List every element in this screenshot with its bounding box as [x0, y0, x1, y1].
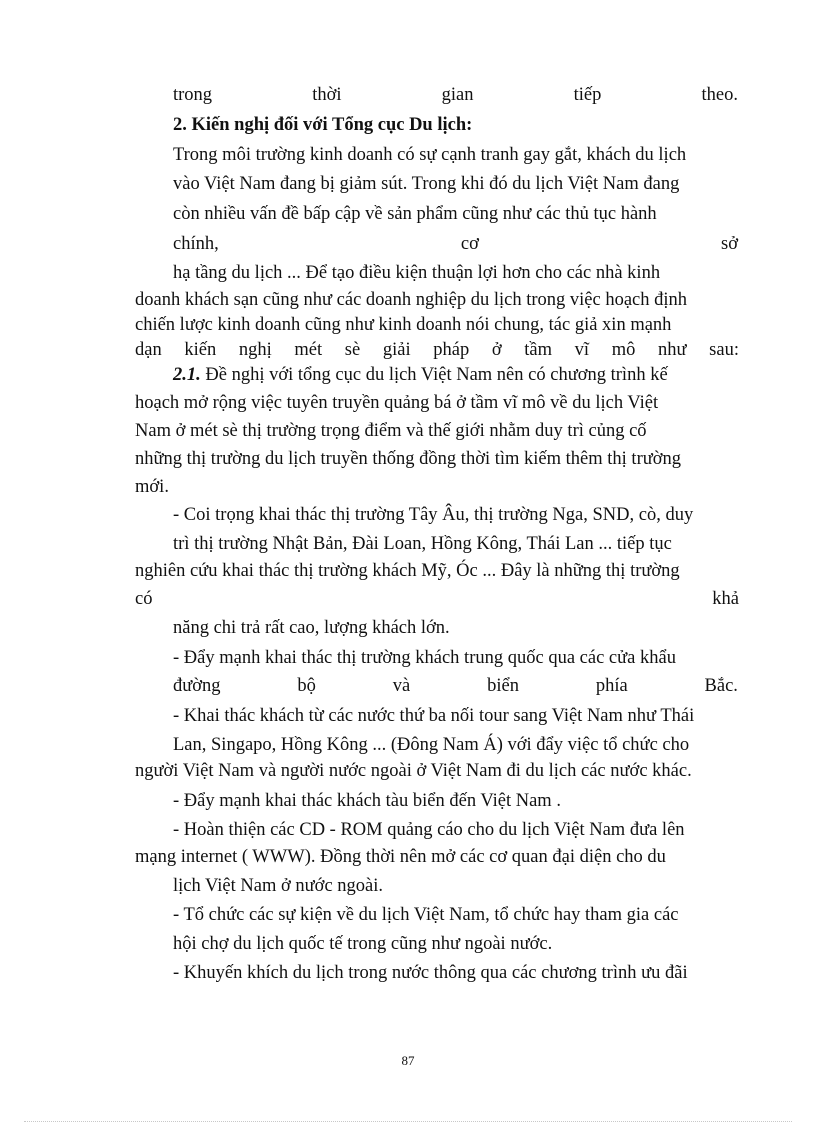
- line-19: [135, 588, 739, 610]
- word: đường: [173, 676, 221, 696]
- paragraph-text: Đề nghị với tổng cục du lịch Việt Nam nên có chương trình kế: [205, 365, 668, 385]
- word: ở: [491, 340, 502, 360]
- bullet-line: - Tổ chức các sự kiện về du lịch Việt Nam, tổ chức hay tham gia các: [173, 905, 679, 925]
- section-heading: 2. Kiến nghị đối với Tổng cục Du lịch:: [173, 115, 473, 135]
- word: có: [135, 589, 153, 609]
- paragraph-line: năng chi trả rất cao, lượng khách lớn.: [173, 618, 450, 638]
- paragraph-line: trì thị trường Nhật Bản, Đài Loan, Hồng Kông, Thái Lan ... tiếp tục: [173, 534, 672, 554]
- paragraph-line: lịch Việt Nam ở nước ngoài.: [173, 876, 384, 896]
- word: sau:: [709, 340, 739, 360]
- word: Bắc.: [704, 676, 738, 696]
- word: gian: [441, 85, 474, 105]
- paragraph-line: Lan, Singapo, Hồng Kông ... (Đông Nam Á) với đẩy việc tổ chức cho: [173, 735, 690, 755]
- paragraph-line: hoạch mở rộng việc tuyên truyền quảng bá ở tầm vĩ mô về du lịch Việt: [135, 393, 659, 413]
- word: chính,: [173, 234, 219, 254]
- word: và: [392, 676, 411, 696]
- word: cơ: [460, 234, 479, 254]
- paragraph-line: mạng internet ( WWW). Đồng thời nên mở các cơ quan đại diện cho du: [135, 847, 666, 867]
- paragraph-line: vào Việt Nam đang bị giảm sút. Trong khi đó du lịch Việt Nam đang: [173, 174, 680, 194]
- bullet-line: - Coi trọng khai thác thị trường Tây Âu, thị trường Nga, SND, cò, duy: [173, 505, 694, 525]
- line-01: [173, 84, 738, 106]
- word: nghị: [238, 340, 272, 360]
- word: sè: [344, 340, 361, 360]
- page-bottom-rule: [24, 1121, 792, 1122]
- line-22: [173, 675, 738, 697]
- bullet-line: - Khai thác khách từ các nước thứ ba nối tour sang Việt Nam như Thái: [173, 706, 695, 726]
- word: trong: [173, 85, 213, 105]
- paragraph-line: Nam ở mét sè thị trường trọng điểm và thế giới nhằm duy trì củng cố: [135, 421, 647, 441]
- paragraph-line: người Việt Nam và người nước ngoài ở Việt Nam đi du lịch các nước khác.: [135, 761, 692, 781]
- paragraph-line: Trong môi trường kinh doanh có sự cạnh tranh gay gắt, khách du lịch: [173, 145, 687, 165]
- word: thời: [312, 85, 342, 105]
- word: giải: [382, 340, 411, 360]
- word: pháp: [433, 340, 470, 360]
- paragraph-line: nghiên cứu khai thác thị trường khách Mỹ, Óc ... Đây là những thị trường: [135, 561, 680, 581]
- page-number: 87: [401, 1053, 415, 1068]
- line-10: [135, 339, 739, 361]
- word: mô: [611, 340, 636, 360]
- word: tầm: [524, 340, 553, 360]
- bullet-line: - Hoàn thiện các CD - ROM quảng cáo cho du lịch Việt Nam đưa lên: [173, 820, 685, 840]
- paragraph-line: doanh khách sạn cũng như các doanh nghiệp du lịch trong việc hoạch định: [135, 290, 688, 310]
- word: vĩ: [574, 340, 590, 360]
- word: theo.: [701, 85, 738, 105]
- paragraph-line: mới.: [135, 477, 169, 497]
- bullet-line: - Khuyến khích du lịch trong nước thông qua các chương trình ưu đãi: [173, 963, 688, 983]
- paragraph-line: còn nhiều vấn đề bấp cập về sản phẩm cũng như các thủ tục hành: [173, 204, 657, 224]
- word: mét: [294, 340, 323, 360]
- paragraph-line: hạ tầng du lịch ... Để tạo điều kiện thuận lợi hơn cho các nhà kinh: [173, 263, 661, 283]
- bullet-line: - Đẩy mạnh khai thác thị trường khách trung quốc qua các cửa khẩu: [173, 648, 676, 668]
- word: sở: [721, 234, 738, 254]
- word: phía: [595, 676, 628, 696]
- line-06: [173, 233, 738, 255]
- word: bộ: [297, 676, 316, 696]
- paragraph-line: những thị trường du lịch truyền thống đồng thời tìm kiếm thêm thị trường: [135, 449, 682, 469]
- subsection-number: 2.1.: [173, 365, 201, 385]
- word: như: [657, 340, 687, 360]
- paragraph-line: chiến lược kinh doanh cũng như kinh doanh nói chung, tác giả xin mạnh: [135, 315, 672, 335]
- paragraph-line: hội chợ du lịch quốc tế trong cũng như ngoài nước.: [173, 934, 553, 954]
- bullet-line: - Đẩy mạnh khai thác khách tàu biển đến Việt Nam .: [173, 791, 561, 811]
- paragraph-line: [173, 364, 738, 386]
- word: biển: [487, 676, 519, 696]
- word: kiến: [184, 340, 217, 360]
- word: khả: [712, 589, 739, 609]
- word: tiếp: [573, 85, 602, 105]
- word: dạn: [135, 340, 162, 360]
